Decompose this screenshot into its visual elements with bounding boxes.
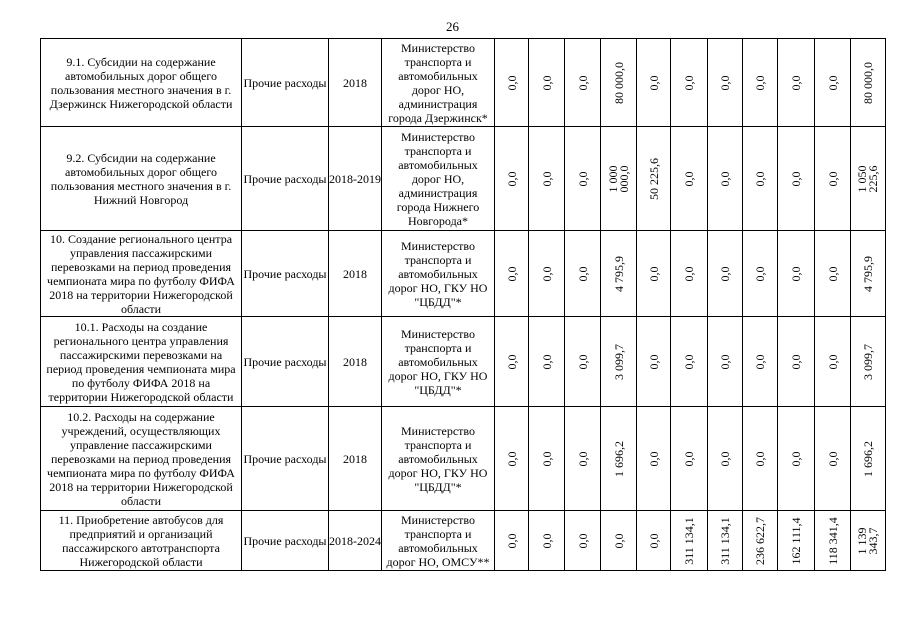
value-cell	[671, 127, 708, 231]
value-text: 0,0	[504, 451, 519, 466]
value-text: 0,0	[539, 533, 554, 548]
value-cell	[529, 127, 565, 231]
value-cell	[495, 39, 529, 127]
value-text: 0,0	[753, 451, 767, 466]
value-cell	[815, 39, 851, 127]
value-cell	[565, 231, 601, 317]
executor-cell: Министерство транспорта и автомобильных дорог НО, ГКУ НО "ЦБДД"*	[382, 231, 495, 317]
value-text: 0,0	[825, 171, 840, 186]
value-cell	[495, 231, 529, 317]
value-text: 0,0	[718, 451, 732, 466]
value-cell	[708, 127, 743, 231]
value-text: 0,0	[504, 354, 519, 369]
value-cell	[529, 317, 565, 407]
value-text: 1 696,2	[861, 440, 875, 477]
years-cell: 2018-2024	[329, 511, 382, 571]
value-text: 0,0	[575, 354, 590, 369]
value-text: 0,0	[646, 75, 661, 90]
value-cell	[495, 407, 529, 511]
value-text: 0,0	[646, 354, 661, 369]
expense-type-cell: Прочие расходы	[242, 39, 329, 127]
value-cell	[778, 127, 815, 231]
value-cell	[601, 407, 637, 511]
value-text: 0,0	[539, 266, 554, 281]
value-text: 0,0	[539, 451, 554, 466]
value-text: 50 225,6	[646, 157, 661, 200]
value-cell	[708, 407, 743, 511]
years-cell: 2018-2019	[329, 127, 382, 231]
value-text: 0,0	[575, 75, 590, 90]
value-text: 0,0	[682, 451, 696, 466]
value-cell	[601, 39, 637, 127]
value-cell	[851, 317, 886, 407]
value-text: 236 622,7	[753, 516, 767, 565]
value-text: 0,0	[682, 266, 696, 281]
event-name-cell: 11. Приобретение автобусов для предприятий и организаций пассажирского автотранспорта Нижегородской области	[41, 511, 242, 571]
value-text: 0,0	[646, 451, 661, 466]
value-cell	[637, 127, 671, 231]
value-cell	[601, 231, 637, 317]
table-row	[41, 407, 886, 511]
value-cell	[708, 511, 743, 571]
value-cell	[815, 127, 851, 231]
value-cell	[743, 39, 778, 127]
value-cell	[743, 511, 778, 571]
value-text: 0,0	[539, 75, 554, 90]
value-text: 0,0	[682, 171, 696, 186]
value-cell	[743, 407, 778, 511]
value-text: 0,0	[789, 75, 803, 90]
value-text: 0,0	[718, 354, 732, 369]
executor-cell: Министерство транспорта и автомобильных дорог НО, ГКУ НО "ЦБДД"*	[382, 317, 495, 407]
value-cell	[529, 407, 565, 511]
value-text: 0,0	[825, 75, 840, 90]
executor-cell: Министерство транспорта и автомобильных дорог НО, администрация города Дзержинск*	[382, 39, 495, 127]
value-cell	[529, 39, 565, 127]
value-text: 0,0	[575, 171, 590, 186]
value-text: 0,0	[646, 266, 661, 281]
value-text: 0,0	[504, 533, 519, 548]
table-row	[41, 511, 886, 571]
value-text: 0,0	[682, 354, 696, 369]
expense-type-cell: Прочие расходы	[242, 511, 329, 571]
value-text: 0,0	[789, 266, 803, 281]
value-cell	[778, 317, 815, 407]
value-text: 0,0	[682, 75, 696, 90]
executor-cell: Министерство транспорта и автомобильных дорог НО, ОМСУ**	[382, 511, 495, 571]
value-cell	[671, 511, 708, 571]
page-number: 26	[446, 19, 459, 34]
value-text: 0,0	[718, 266, 732, 281]
value-cell	[815, 317, 851, 407]
value-text: 0,0	[753, 171, 767, 186]
value-text: 4 795,9	[611, 255, 626, 292]
value-cell	[815, 511, 851, 571]
value-cell	[671, 231, 708, 317]
event-name-cell: 10.2. Расходы на содержание учреждений, осуществляющих управление пассажирскими перевозками на период проведения чемпионата мира по футболу ФИФА 2018 на территории Нижегородской области	[41, 407, 242, 511]
years-cell: 2018	[329, 407, 382, 511]
value-text: 1 050 225,6	[855, 165, 880, 192]
value-text: 0,0	[504, 266, 519, 281]
value-cell	[495, 127, 529, 231]
value-cell	[671, 407, 708, 511]
value-text: 80 000,0	[861, 61, 875, 104]
value-text: 0,0	[539, 171, 554, 186]
table-row	[41, 39, 886, 127]
value-cell	[601, 317, 637, 407]
value-cell	[778, 39, 815, 127]
event-name-cell: 10.1. Расходы на создание регионального центра управления пассажирскими перевозками на период проведения чемпионата мира по футболу ФИФА 2018 на территории Нижегородской области	[41, 317, 242, 407]
value-text: 0,0	[539, 354, 554, 369]
value-cell	[743, 127, 778, 231]
value-text: 0,0	[789, 354, 803, 369]
table-row	[41, 317, 886, 407]
expense-type-cell: Прочие расходы	[242, 231, 329, 317]
value-cell	[778, 407, 815, 511]
value-cell	[601, 127, 637, 231]
value-text: 0,0	[825, 266, 840, 281]
value-cell	[637, 317, 671, 407]
value-text: 1 139 343,7	[855, 527, 880, 554]
value-text: 1 696,2	[611, 440, 626, 477]
value-text: 0,0	[789, 171, 803, 186]
value-cell	[851, 511, 886, 571]
value-cell	[815, 407, 851, 511]
value-text: 0,0	[718, 75, 732, 90]
value-cell	[495, 511, 529, 571]
value-cell	[743, 317, 778, 407]
value-cell	[637, 231, 671, 317]
value-cell	[851, 231, 886, 317]
value-cell	[743, 231, 778, 317]
value-cell	[778, 511, 815, 571]
value-cell	[708, 231, 743, 317]
value-text: 0,0	[718, 171, 732, 186]
value-cell	[565, 407, 601, 511]
value-text: 4 795,9	[861, 255, 875, 292]
value-cell	[565, 317, 601, 407]
expense-type-cell: Прочие расходы	[242, 317, 329, 407]
years-cell: 2018	[329, 231, 382, 317]
value-text: 0,0	[575, 266, 590, 281]
value-text: 0,0	[753, 75, 767, 90]
value-cell	[637, 39, 671, 127]
value-cell	[671, 39, 708, 127]
value-cell	[529, 511, 565, 571]
value-text: 0,0	[825, 354, 840, 369]
value-cell	[637, 407, 671, 511]
value-cell	[851, 407, 886, 511]
value-text: 118 341,4	[825, 516, 840, 565]
value-text: 3 099,7	[861, 343, 875, 380]
value-text: 0,0	[504, 171, 519, 186]
value-cell	[601, 511, 637, 571]
budget-table	[40, 38, 886, 571]
value-text: 0,0	[825, 451, 840, 466]
executor-cell: Министерство транспорта и автомобильных дорог НО, ГКУ НО "ЦБДД"*	[382, 407, 495, 511]
executor-cell: Министерство транспорта и автомобильных дорог НО, администрация города Нижнего Новгорода*	[382, 127, 495, 231]
value-text: 80 000,0	[611, 61, 626, 104]
value-cell	[851, 127, 886, 231]
value-text: 0,0	[753, 354, 767, 369]
value-text: 0,0	[575, 533, 590, 548]
value-text: 0,0	[753, 266, 767, 281]
value-text: 1 000 000,0	[605, 165, 631, 192]
value-text: 0,0	[646, 533, 661, 548]
value-text: 162 111,4	[789, 516, 803, 565]
years-cell: 2018	[329, 317, 382, 407]
value-cell	[565, 511, 601, 571]
value-text: 0,0	[575, 451, 590, 466]
expense-type-cell: Прочие расходы	[242, 407, 329, 511]
table-row	[41, 127, 886, 231]
expense-type-cell: Прочие расходы	[242, 127, 329, 231]
value-cell	[529, 231, 565, 317]
value-text: 311 134,1	[682, 516, 696, 565]
value-text: 3 099,7	[611, 343, 626, 380]
value-cell	[565, 39, 601, 127]
value-cell	[671, 317, 708, 407]
value-cell	[815, 231, 851, 317]
event-name-cell: 9.2. Субсидии на содержание автомобильных дорог общего пользования местного значения в г. Нижний Новгород	[41, 127, 242, 231]
years-cell: 2018	[329, 39, 382, 127]
value-text: 0,0	[789, 451, 803, 466]
value-cell	[637, 511, 671, 571]
value-cell	[708, 317, 743, 407]
event-name-cell: 9.1. Субсидии на содержание автомобильных дорог общего пользования местного значения в г. Дзержинск Нижегородской области	[41, 39, 242, 127]
value-cell	[708, 39, 743, 127]
table-row	[41, 231, 886, 317]
value-cell	[851, 39, 886, 127]
value-text: 0,0	[504, 75, 519, 90]
event-name-cell: 10. Создание регионального центра управления пассажирскими перевозками на период проведения чемпионата мира по футболу ФИФА 2018 на территории Нижегородской области	[41, 231, 242, 317]
value-text: 311 134,1	[718, 516, 732, 565]
value-cell	[565, 127, 601, 231]
value-cell	[778, 231, 815, 317]
value-cell	[495, 317, 529, 407]
value-text: 0,0	[611, 533, 626, 548]
